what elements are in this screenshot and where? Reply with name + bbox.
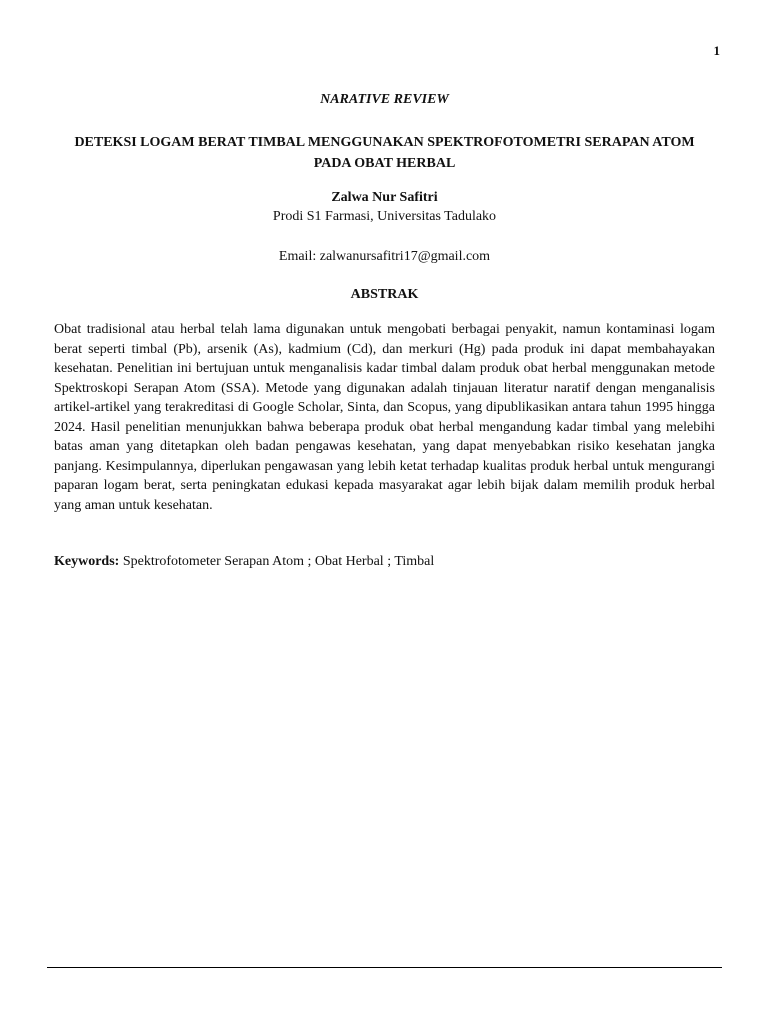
author-name: Zalwa Nur Safitri — [331, 190, 438, 205]
keywords-value: Spektrofotometer Serapan Atom ; Obat Herbal ; Timbal — [119, 554, 435, 569]
keywords — [54, 554, 715, 570]
article-title: DETEKSI LOGAM BERAT TIMBAL MENGGUNAKAN SPEKTROFOTOMETRI SERAPAN ATOM PADA OBAT HERBAL — [74, 135, 695, 171]
page-number: 1 — [713, 43, 720, 58]
keywords-label: Keywords: — [54, 554, 120, 569]
footer-divider — [47, 967, 722, 968]
article-type: NARATIVE REVIEW — [320, 92, 449, 107]
abstract-heading: ABSTRAK — [350, 287, 419, 302]
author-affiliation: Prodi S1 Farmasi, Universitas Tadulako — [272, 209, 497, 224]
author-email: Email: zalwanursafitri17@gmail.com — [278, 249, 491, 264]
abstract-text: Obat tradisional atau herbal telah lama digunakan untuk mengobati berbagai penyakit, namun kontaminasi logam berat seperti timbal (Pb), arsenik (As), kadmium (Cd), dan merkuri (Hg) pada produk ini dapat membahayakan kesehatan. Penelitian ini bertujuan untuk menganalisis kadar timbal dalam produk obat herbal menggunakan metode Spektroskopi Serapan Atom (SSA). Metode yang digunakan adalah tinjauan literatur naratif dengan menganalisis artikel-artikel yang terakreditasi di Google Scholar, Sinta, dan Scopus, yang dipublikasikan antara tahun 1995 hingga 2024. Hasil penelitian menunjukkan bahwa beberapa produk obat herbal mengandung kadar timbal yang melebihi batas aman yang ditetapkan oleh badan pengawas kesehatan, yang dapat menyebabkan risiko kesehatan jangka panjang. Kesimpulannya, diperlukan pengawasan yang lebih ketat terhadap kualitas produk herbal untuk mengurangi paparan logam berat, serta peningkatan edukasi kepada masyarakat agar lebih bijak dalam memilih produk herbal yang aman untuk kesehatan. — [54, 322, 715, 513]
